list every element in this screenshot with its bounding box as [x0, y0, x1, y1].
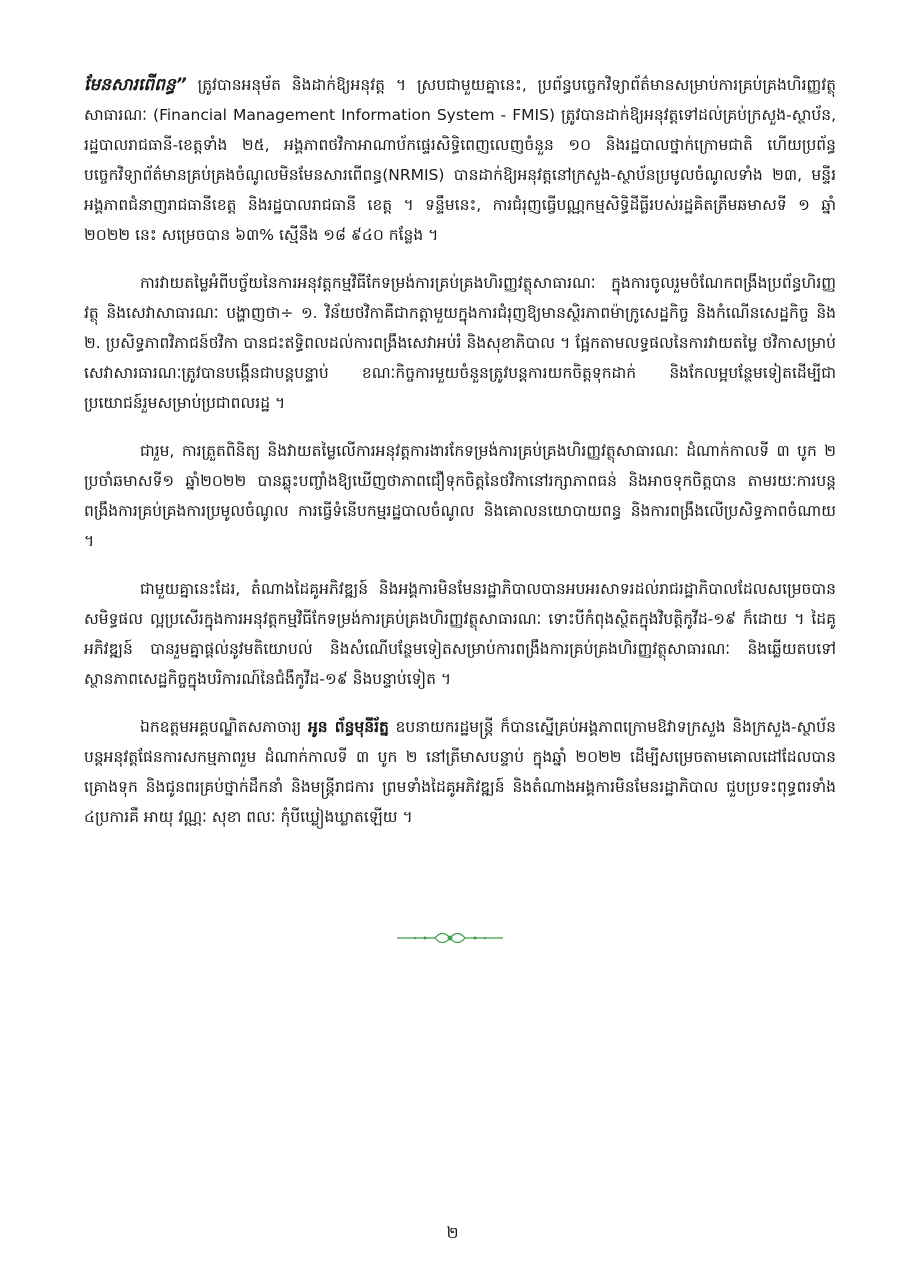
paragraph-1	[84, 70, 836, 250]
paragraph-1-text: ត្រូវបានអនុម័ត និងដាក់ឱ្យអនុវត្ត ។ ស្របជាមួយគ្នានេះ, ប្រព័ន្ធបច្ចេកវិទ្យាព័ត៌មានសម្រាប់ការគ្រប់គ្រងហិរញ្ញវត្ថុសាធារណៈ (Financial Management Information System - FMIS) ត្រូវបានដាក់ឱ្យអនុវត្តទៅដល់គ្រប់ក្រសួង-ស្ថាប័ន, រដ្ឋបាលរាជធានី-ខេត្តទាំង ២៥, អង្គភាពថវិកាអាណាប័កផ្ទេរសិទ្ធិពេញលេញចំនួន ១០ និងរដ្ឋបាលថ្នាក់ក្រោមជាតិ ហើយប្រព័ន្ធបច្ចេកវិទ្យាព័ត៌មានគ្រប់គ្រងចំណូលមិនមែនសារពើពន្ធ(NRMIS) បានដាក់ឱ្យអនុវត្តនៅក្រសួង-ស្ថាប័នប្រមូលចំណូលទាំង ២៣, មន្ទីរអង្គភាពជំនាញរាជធានីខេត្ត និងរដ្ឋបាលរាជធានី ខេត្ត ។ ទន្ទឹមនេះ, ការជំរុញធ្វើបណ្ណកម្មសិទ្ធិដីធ្លីរបស់រដ្ឋគិតត្រឹមឆមាសទី ១ ឆ្នាំ ២០២២ នេះ សម្រេចបាន ៦៣% ស្មើនឹង ១៨ ៩៤០ កន្លែង ។	[84, 76, 836, 244]
paragraph-4: ជាមួយគ្នានេះដែរ, តំណាងដៃគូអភិវឌ្ឍន៍ និងអង្គការមិនមែនរដ្ឋាភិបាលបានអបអរសាទរដល់រាជរដ្ឋាភិបាលដែលសម្រេចបានសមិទ្ធផល ល្អប្រសើរក្នុងការអនុវត្តកម្មវិធីកែទម្រង់ការគ្រប់គ្រងហិរញ្ញវត្ថុសាធារណៈ ទោះបីកំពុងស្ថិតក្នុងវិបត្តិកូវីដ-១៩ ក៏ដោយ ។ ដៃគូអភិវឌ្ឍន៍ បានរួមគ្នាផ្តល់នូវមតិយោបល់ និងសំណើបន្ថែមទៀតសម្រាប់ការពង្រឹងការគ្រប់គ្រងហិរញ្ញវត្ថុសាធារណៈ និងឆ្លើយតបទៅស្ថានភាពសេដ្ឋកិច្ចក្នុងបរិការណ៍នៃជំងឺកូវីដ-១៩ និងបន្ទាប់ទៀត ។	[84, 580, 836, 688]
ornament-divider-icon	[395, 928, 505, 948]
official-name: អូន ព័ន្ធមុនីរ័ត្ន	[307, 718, 389, 736]
paragraph-5-text-before: ឯកឧត្តមអគ្គបណ្ឌិតសភាចារ្យ	[140, 718, 308, 736]
paragraph-2: ការវាយតម្លៃអំពីបច្ច័យនៃការអនុវត្តកម្មវិធីកែទម្រង់ការគ្រប់គ្រងហិរញ្ញវត្ថុសាធារណៈ ក្នុងការចូលរួមចំណែកពង្រឹងប្រព័ន្ធហិរញ្ញវត្ថុ និងសេវាសាធារណៈ បង្ហាញថា÷ ១. វិន័យថវិកាគឺជាកត្តាមួយក្នុងការជំរុញឱ្យមានស្ថិរភាពម៉ាក្រូសេដ្ឋកិច្ច និងកំណើនសេដ្ឋកិច្ច និង ២. ប្រសិទ្ធភាពវិភាជន៍ថវិកា បានជះឥទ្ធិពលដល់ការពង្រឹងសេវាអប់រំ និងសុខាភិបាល ។ ផ្អែកតាមលទ្ធផលនៃការវាយតម្លៃ ថវិកាសម្រាប់សេវាសារធារណៈត្រូវបានបង្កើនជាបន្តបន្ទាប់ ខណៈកិច្ចការមួយចំនួនត្រូវបន្តការយកចិត្តទុកដាក់ និងកែលម្អបន្ថែមទៀតដើម្បីជាប្រយោជន៍រួមសម្រាប់ប្រជាពលរដ្ឋ ។	[84, 274, 836, 412]
paragraph-3: ជារួម, ការត្រួតពិនិត្យ និងវាយតម្លៃលើការអនុវត្តការងារកែទម្រង់ការគ្រប់គ្រងហិរញ្ញវត្ថុសាធារណៈ ដំណាក់កាលទី ៣ បូក ២ ប្រចាំឆមាសទី១ ឆ្នាំ២០២២ បានឆ្លុះបញ្ចាំងឱ្យឃើញថាភាពជឿទុកចិត្តនៃថវិកានៅរក្សាភាពធន់ និងអាចទុកចិត្តបាន តាមរយៈការបន្តពង្រឹងការគ្រប់គ្រងការប្រមូលចំណូល ការធ្វើទំនើបកម្មរដ្ឋបាលចំណូល និងគោលនយោបាយពន្ធ និងការពង្រឹងលើប្រសិទ្ធភាពចំណាយ ។	[84, 442, 836, 550]
page-number: ២	[446, 1223, 459, 1242]
paragraph-5-text-after: ឧបនាយករដ្ឋមន្ត្រី ក៏បានស្នើគ្រប់អង្គភាពក្រោមឱវាទក្រសួង និងក្រសួង-ស្ថាប័ន បន្តអនុវត្តផែនការសកម្មភាពរួម ដំណាក់កាលទី ៣ បូក ២ នៅត្រីមាសបន្ទាប់ ក្នុងឆ្នាំ ២០២២ ដើម្បីសម្រេចតាមគោលដៅដែលបានគ្រោងទុក និងជូនពរគ្រប់ថ្នាក់ដឹកនាំ និងមន្ត្រីរាជការ ព្រមទាំងដៃគូអភិវឌ្ឍន៍ និងតំណាងអង្គការមិនមែនរដ្ឋាភិបាល ជួបប្រទះពុទ្ធពរទាំង ៤ប្រការគឺ អាយុ វណ្ណៈ សុខា ពលៈ កុំបីឃ្លៀងឃ្លាតឡើយ ។	[84, 718, 836, 826]
paragraph-5	[84, 712, 836, 832]
lead-phrase: មែនសារពើពន្ធ”	[84, 75, 187, 95]
document-body	[84, 70, 836, 850]
